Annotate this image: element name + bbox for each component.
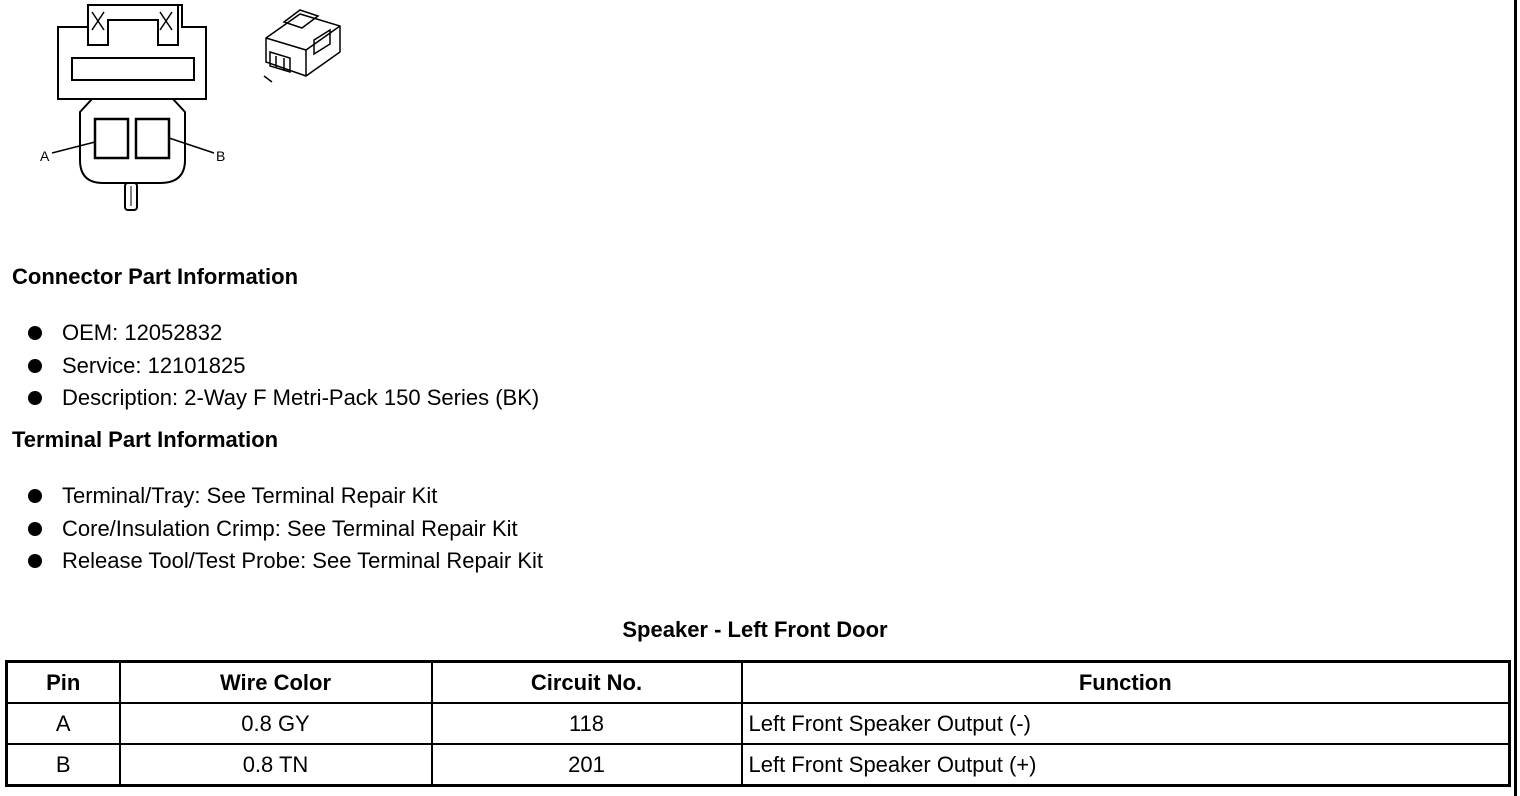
list-item-text: OEM: 12052832	[62, 320, 223, 345]
cell-pin: A	[7, 703, 120, 744]
terminal-info-list	[28, 480, 543, 578]
list-item-text: Terminal/Tray: See Terminal Repair Kit	[62, 483, 438, 508]
cell-wire-color: 0.8 GY	[120, 703, 432, 744]
cell-wire-color: 0.8 TN	[120, 744, 432, 786]
bullet-icon	[28, 391, 42, 405]
list-item	[28, 513, 543, 546]
bullet-icon	[28, 326, 42, 340]
bullet-icon	[28, 554, 42, 568]
pin-table	[5, 660, 1511, 787]
cell-function: Left Front Speaker Output (-)	[742, 703, 1510, 744]
table-row	[7, 744, 1510, 786]
bullet-icon	[28, 489, 42, 503]
connector-info-list	[28, 317, 539, 415]
column-header-function: Function	[742, 662, 1510, 704]
list-item	[28, 382, 539, 415]
column-header-circuit-no: Circuit No.	[432, 662, 742, 704]
list-item-text: Core/Insulation Crimp: See Terminal Repair Kit	[62, 515, 518, 541]
table-header-row	[7, 662, 1510, 704]
pin-table-title: Speaker - Left Front Door	[622, 617, 888, 642]
page-right-border	[1514, 0, 1517, 796]
list-item	[28, 350, 539, 383]
cell-pin: B	[7, 744, 120, 786]
column-header-wire-color: Wire Color	[120, 662, 432, 704]
cell-function: Left Front Speaker Output (+)	[742, 744, 1510, 786]
bullet-icon	[28, 522, 42, 536]
list-item	[28, 545, 543, 578]
column-header-pin: Pin	[7, 662, 120, 704]
cell-circuit-no: 118	[432, 703, 742, 744]
bullet-icon	[28, 359, 42, 373]
terminal-info-heading: Terminal Part Information	[12, 427, 279, 452]
connector-face-diagram	[0, 0, 380, 230]
list-item-text: Description: 2-Way F Metri-Pack 150 Series (BK)	[62, 385, 540, 410]
table-row	[7, 703, 1510, 744]
pin-b-label: B	[216, 148, 226, 164]
list-item	[28, 480, 543, 513]
list-item	[28, 317, 539, 350]
pin-a-label: A	[40, 148, 50, 164]
cell-circuit-no: 201	[432, 744, 742, 786]
connector-isometric-icon	[264, 10, 340, 82]
list-item-text: Release Tool/Test Probe: See Terminal Repair Kit	[62, 548, 543, 573]
connector-info-heading: Connector Part Information	[12, 264, 299, 289]
list-item-text: Service: 12101825	[62, 352, 246, 378]
